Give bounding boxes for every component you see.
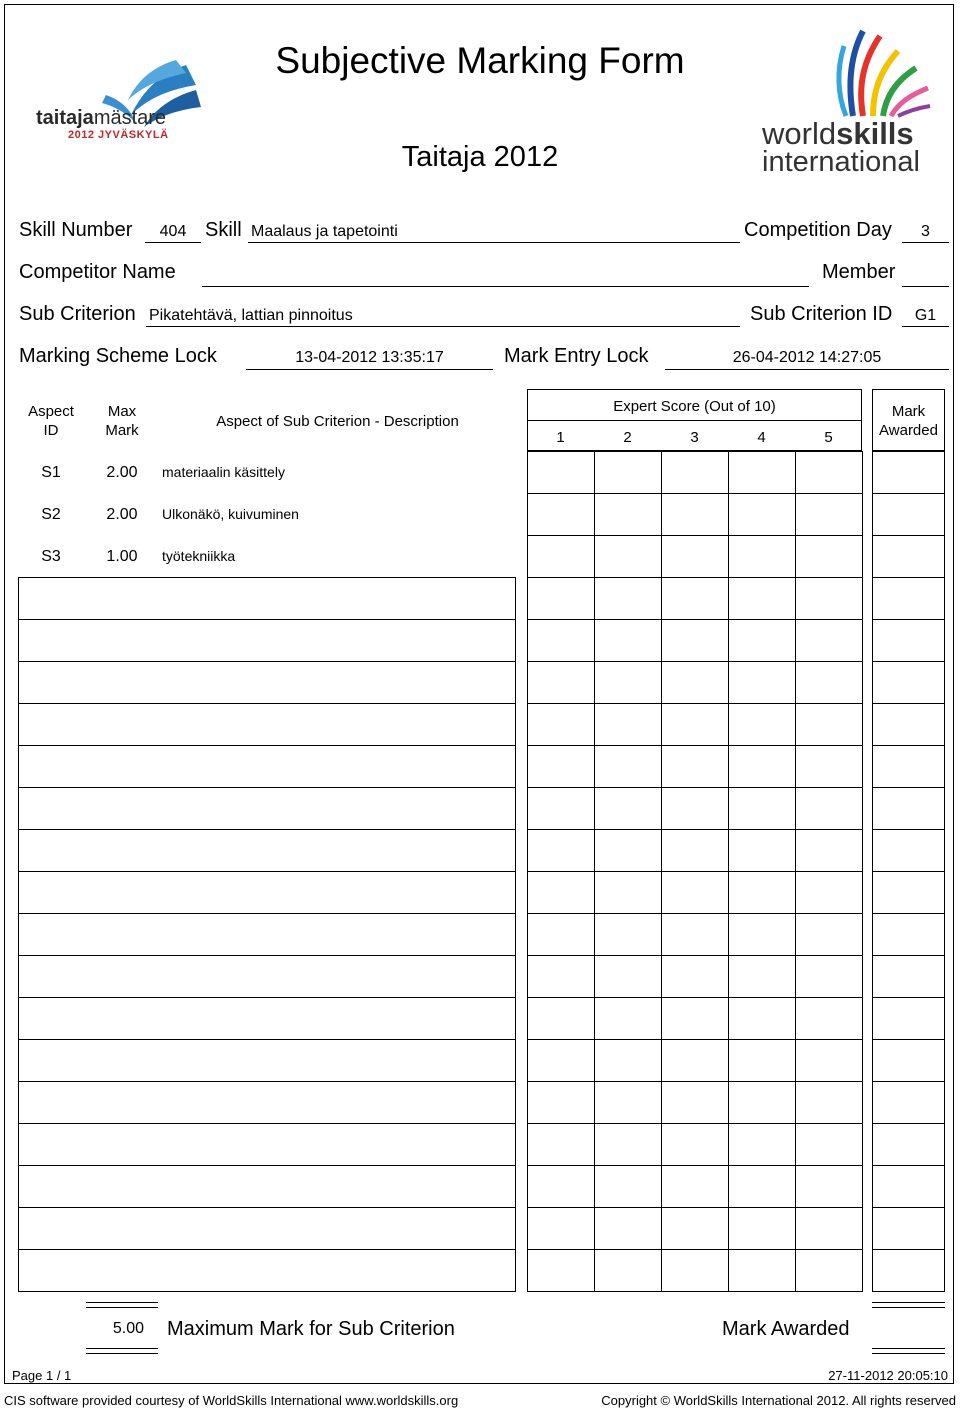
aspect-id: S2 xyxy=(41,506,61,523)
score-cell[interactable] xyxy=(594,1123,662,1166)
sub-criterion-id-value: G1 xyxy=(914,307,937,324)
mark-awarded-cell[interactable] xyxy=(872,661,945,704)
score-col-header-1: 1 xyxy=(556,429,565,446)
score-cell[interactable] xyxy=(795,619,863,662)
skill-value: Maalaus ja tapetointi xyxy=(251,223,398,240)
footer-copyright: Copyright © WorldSkills International 2012. All rights reserved xyxy=(601,1393,956,1408)
marking-scheme-lock-value: 13-04-2012 13:35:17 xyxy=(295,349,444,366)
score-cell[interactable] xyxy=(795,997,863,1040)
member-underline xyxy=(902,286,949,287)
score-cell[interactable] xyxy=(527,619,595,662)
competitor-name-label: Competitor Name xyxy=(19,261,176,283)
score-cell[interactable] xyxy=(661,703,729,746)
mark-awarded-cell[interactable] xyxy=(872,703,945,746)
mark-awarded-cell[interactable] xyxy=(872,1081,945,1124)
score-cell[interactable] xyxy=(594,577,662,620)
table-row-blank[interactable] xyxy=(18,1165,516,1208)
max-total-value: 5.00 xyxy=(112,1320,144,1337)
score-cell[interactable] xyxy=(661,745,729,788)
score-cell[interactable] xyxy=(594,661,662,704)
mark-awarded-cell[interactable] xyxy=(872,913,945,956)
score-cell[interactable] xyxy=(594,1165,662,1208)
table-row-blank[interactable] xyxy=(18,1081,516,1124)
page-title: Subjective Marking Form xyxy=(275,40,685,81)
logo-text-international: international xyxy=(762,146,920,178)
header-max-mark xyxy=(90,402,154,440)
aspect-description: materiaalin käsittely xyxy=(162,464,285,480)
score-cell[interactable] xyxy=(527,913,595,956)
score-cell[interactable] xyxy=(661,451,729,494)
mark-awarded-cell[interactable] xyxy=(872,955,945,998)
score-cell[interactable] xyxy=(728,577,796,620)
score-cell[interactable] xyxy=(661,1249,729,1292)
mark-awarded-cell[interactable] xyxy=(872,619,945,662)
score-cell[interactable] xyxy=(795,871,863,914)
page-number: Page 1 / 1 xyxy=(12,1368,72,1383)
mark-awarded-cell[interactable] xyxy=(872,1207,945,1250)
score-cell[interactable] xyxy=(594,619,662,662)
score-cell[interactable] xyxy=(661,493,729,536)
mark-awarded-cell[interactable] xyxy=(872,745,945,788)
score-cell[interactable] xyxy=(594,745,662,788)
logo-text-year-city: 2012 JYVÄSKYLÄ xyxy=(68,129,169,141)
score-cell[interactable] xyxy=(728,1123,796,1166)
aspect-description: Ulkonäkö, kuivuminen xyxy=(162,506,299,522)
aspect-id: S3 xyxy=(41,548,61,565)
score-cell[interactable] xyxy=(594,913,662,956)
score-cell[interactable] xyxy=(661,1123,729,1166)
score-cell[interactable] xyxy=(728,997,796,1040)
mark-awarded-cell[interactable] xyxy=(872,1249,945,1292)
score-col-header-5: 5 xyxy=(824,429,833,446)
table-row-blank[interactable] xyxy=(18,1207,516,1250)
score-cell[interactable] xyxy=(728,1081,796,1124)
score-cell[interactable] xyxy=(527,1123,595,1166)
logo-text-taitaja: taitaja xyxy=(36,107,94,129)
member-label: Member xyxy=(822,261,896,283)
mark-awarded-cell[interactable] xyxy=(872,871,945,914)
score-cell[interactable] xyxy=(661,1081,729,1124)
score-cell[interactable] xyxy=(661,619,729,662)
header-aspect-id-line2: ID xyxy=(43,422,59,439)
score-cell[interactable] xyxy=(661,997,729,1040)
score-cell[interactable] xyxy=(728,745,796,788)
table-row-blank[interactable] xyxy=(18,577,516,620)
score-cell[interactable] xyxy=(594,787,662,830)
score-cell[interactable] xyxy=(795,577,863,620)
table-row-blank[interactable] xyxy=(18,661,516,704)
score-col-header-4: 4 xyxy=(757,429,766,446)
table-row-blank[interactable] xyxy=(18,913,516,956)
score-cell[interactable] xyxy=(661,1039,729,1082)
skill-underline xyxy=(248,242,740,243)
table-row-blank[interactable] xyxy=(18,829,516,872)
score-col-header-2: 2 xyxy=(623,429,632,446)
mark-awarded-cell[interactable] xyxy=(872,1039,945,1082)
score-cell[interactable] xyxy=(527,451,595,494)
score-cell[interactable] xyxy=(728,493,796,536)
mark-awarded-cell[interactable] xyxy=(872,577,945,620)
score-cell[interactable] xyxy=(661,829,729,872)
sub-criterion-id-underline xyxy=(902,326,949,327)
mark-awarded-label xyxy=(872,402,945,440)
score-cell[interactable] xyxy=(594,1081,662,1124)
score-cell[interactable] xyxy=(661,787,729,830)
score-cell[interactable] xyxy=(594,493,662,536)
mark-awarded-label-line1: Mark xyxy=(891,403,926,420)
mark-awarded-cell[interactable] xyxy=(872,451,945,494)
table-row-blank[interactable] xyxy=(18,1249,516,1292)
competition-day-value: 3 xyxy=(921,223,930,240)
mark-awarded-total-label: Mark Awarded xyxy=(722,1318,850,1340)
skill-label: Skill xyxy=(205,219,242,241)
footer-credit: CIS software provided courtesy of WorldSkills International www.worldskills.org xyxy=(4,1393,459,1408)
table-row-blank[interactable] xyxy=(18,619,516,662)
score-cell[interactable] xyxy=(594,1207,662,1250)
score-cell[interactable] xyxy=(594,955,662,998)
score-cell[interactable] xyxy=(795,703,863,746)
logo-text-skills: skills xyxy=(836,116,914,151)
logo-text-world: world xyxy=(762,116,837,151)
awarded-total-rule-bottom xyxy=(872,1348,945,1354)
score-cell[interactable] xyxy=(728,619,796,662)
score-cell[interactable] xyxy=(795,1039,863,1082)
table-row-blank[interactable] xyxy=(18,1039,516,1082)
score-cell[interactable] xyxy=(728,1207,796,1250)
page-subtitle: Taitaja 2012 xyxy=(401,141,559,173)
score-cell[interactable] xyxy=(795,493,863,536)
score-cell[interactable] xyxy=(795,661,863,704)
score-cell[interactable] xyxy=(527,829,595,872)
mark-awarded-cell[interactable] xyxy=(872,535,945,578)
competition-day-label: Competition Day xyxy=(744,219,892,241)
score-cell[interactable] xyxy=(728,829,796,872)
expert-score-divider xyxy=(527,420,862,421)
max-total-label: Maximum Mark for Sub Criterion xyxy=(167,1318,455,1340)
score-cell[interactable] xyxy=(795,829,863,872)
max-total-rule-bottom xyxy=(86,1348,158,1354)
score-cell[interactable] xyxy=(728,955,796,998)
score-cell[interactable] xyxy=(527,1249,595,1292)
score-cell[interactable] xyxy=(594,535,662,578)
aspect-description: työtekniikka xyxy=(162,548,236,564)
score-cell[interactable] xyxy=(594,703,662,746)
score-cell[interactable] xyxy=(795,1249,863,1292)
sub-criterion-label: Sub Criterion xyxy=(19,303,136,325)
mark-entry-lock-underline xyxy=(665,369,949,370)
header-description: Aspect of Sub Criterion - Description xyxy=(216,413,459,430)
score-cell[interactable] xyxy=(594,1249,662,1292)
score-cell[interactable] xyxy=(795,1081,863,1124)
score-cell[interactable] xyxy=(728,1165,796,1208)
skill-number-underline xyxy=(145,242,201,243)
header-aspect-id-line1: Aspect xyxy=(28,403,74,420)
score-cell[interactable] xyxy=(661,535,729,578)
score-cell[interactable] xyxy=(728,535,796,578)
competitor-name-underline xyxy=(202,286,809,287)
score-cell[interactable] xyxy=(795,913,863,956)
max-mark: 2.00 xyxy=(106,464,138,481)
header-max-mark-line1: Max xyxy=(107,403,137,420)
score-cell[interactable] xyxy=(728,913,796,956)
score-cell[interactable] xyxy=(594,1039,662,1082)
score-cell[interactable] xyxy=(661,1207,729,1250)
print-timestamp: 27-11-2012 20:05:10 xyxy=(828,1368,948,1383)
mark-awarded-cell[interactable] xyxy=(872,493,945,536)
score-cell[interactable] xyxy=(728,703,796,746)
score-cell[interactable] xyxy=(728,1249,796,1292)
competition-day-underline xyxy=(902,242,949,243)
mark-awarded-cell[interactable] xyxy=(872,997,945,1040)
score-cell[interactable] xyxy=(661,577,729,620)
marking-scheme-lock-underline xyxy=(246,369,493,370)
skill-number-label: Skill Number xyxy=(19,219,133,241)
score-cell[interactable] xyxy=(527,787,595,830)
score-cell[interactable] xyxy=(661,871,729,914)
skill-number-value: 404 xyxy=(159,223,187,240)
table-row-blank[interactable] xyxy=(18,997,516,1040)
score-cell[interactable] xyxy=(795,745,863,788)
score-cell[interactable] xyxy=(527,1165,595,1208)
score-cell[interactable] xyxy=(795,535,863,578)
table-row-blank[interactable] xyxy=(18,955,516,998)
score-col-header-3: 3 xyxy=(690,429,699,446)
score-cell[interactable] xyxy=(527,703,595,746)
mark-entry-lock-value: 26-04-2012 14:27:05 xyxy=(732,349,882,366)
mark-awarded-cell[interactable] xyxy=(872,1123,945,1166)
score-cell[interactable] xyxy=(594,451,662,494)
table-row-blank[interactable] xyxy=(18,787,516,830)
score-cell[interactable] xyxy=(728,451,796,494)
score-cell[interactable] xyxy=(594,829,662,872)
sub-criterion-value: Pikatehtävä, lattian pinnoitus xyxy=(149,307,353,324)
score-cell[interactable] xyxy=(728,661,796,704)
score-cell[interactable] xyxy=(795,1207,863,1250)
table-row-blank[interactable] xyxy=(18,703,516,746)
score-cell[interactable] xyxy=(527,1039,595,1082)
score-cell[interactable] xyxy=(527,955,595,998)
table-row-blank[interactable] xyxy=(18,871,516,914)
score-cell[interactable] xyxy=(661,661,729,704)
marking-scheme-lock-label: Marking Scheme Lock xyxy=(19,345,217,367)
header-max-mark-line2: Mark xyxy=(105,422,139,439)
logo-text-mastare: mästare xyxy=(93,107,167,129)
score-cell[interactable] xyxy=(527,577,595,620)
score-cell[interactable] xyxy=(661,1165,729,1208)
score-cell[interactable] xyxy=(795,955,863,998)
sub-criterion-id-label: Sub Criterion ID xyxy=(750,303,893,325)
score-cell[interactable] xyxy=(795,787,863,830)
max-mark: 2.00 xyxy=(106,506,138,523)
mark-awarded-cell[interactable] xyxy=(872,1165,945,1208)
max-total-rule-top xyxy=(86,1302,158,1308)
score-cell[interactable] xyxy=(661,955,729,998)
score-cell[interactable] xyxy=(527,1081,595,1124)
score-cell[interactable] xyxy=(527,745,595,788)
score-cell[interactable] xyxy=(728,1039,796,1082)
score-cell[interactable] xyxy=(795,1165,863,1208)
mark-entry-lock-label: Mark Entry Lock xyxy=(504,345,649,367)
mark-awarded-cell[interactable] xyxy=(872,829,945,872)
score-cell[interactable] xyxy=(795,1123,863,1166)
score-cell[interactable] xyxy=(527,871,595,914)
table-row-blank[interactable] xyxy=(18,1123,516,1166)
header-aspect-id xyxy=(18,402,84,440)
table-row-blank[interactable] xyxy=(18,745,516,788)
score-cell[interactable] xyxy=(728,787,796,830)
max-mark: 1.00 xyxy=(106,548,138,565)
mark-awarded-cell[interactable] xyxy=(872,787,945,830)
aspect-id: S1 xyxy=(41,464,61,481)
expert-score-label: Expert Score (Out of 10) xyxy=(613,398,776,415)
score-cell[interactable] xyxy=(527,493,595,536)
score-cell[interactable] xyxy=(594,871,662,914)
sub-criterion-underline xyxy=(146,326,740,327)
score-cell[interactable] xyxy=(527,997,595,1040)
score-cell[interactable] xyxy=(795,451,863,494)
mark-awarded-label-line2: Awarded xyxy=(879,422,938,439)
score-cell[interactable] xyxy=(527,661,595,704)
score-cell[interactable] xyxy=(527,1207,595,1250)
score-cell[interactable] xyxy=(527,535,595,578)
score-cell[interactable] xyxy=(661,913,729,956)
score-cell[interactable] xyxy=(728,871,796,914)
score-cell[interactable] xyxy=(594,997,662,1040)
awarded-total-rule-top xyxy=(872,1302,945,1308)
